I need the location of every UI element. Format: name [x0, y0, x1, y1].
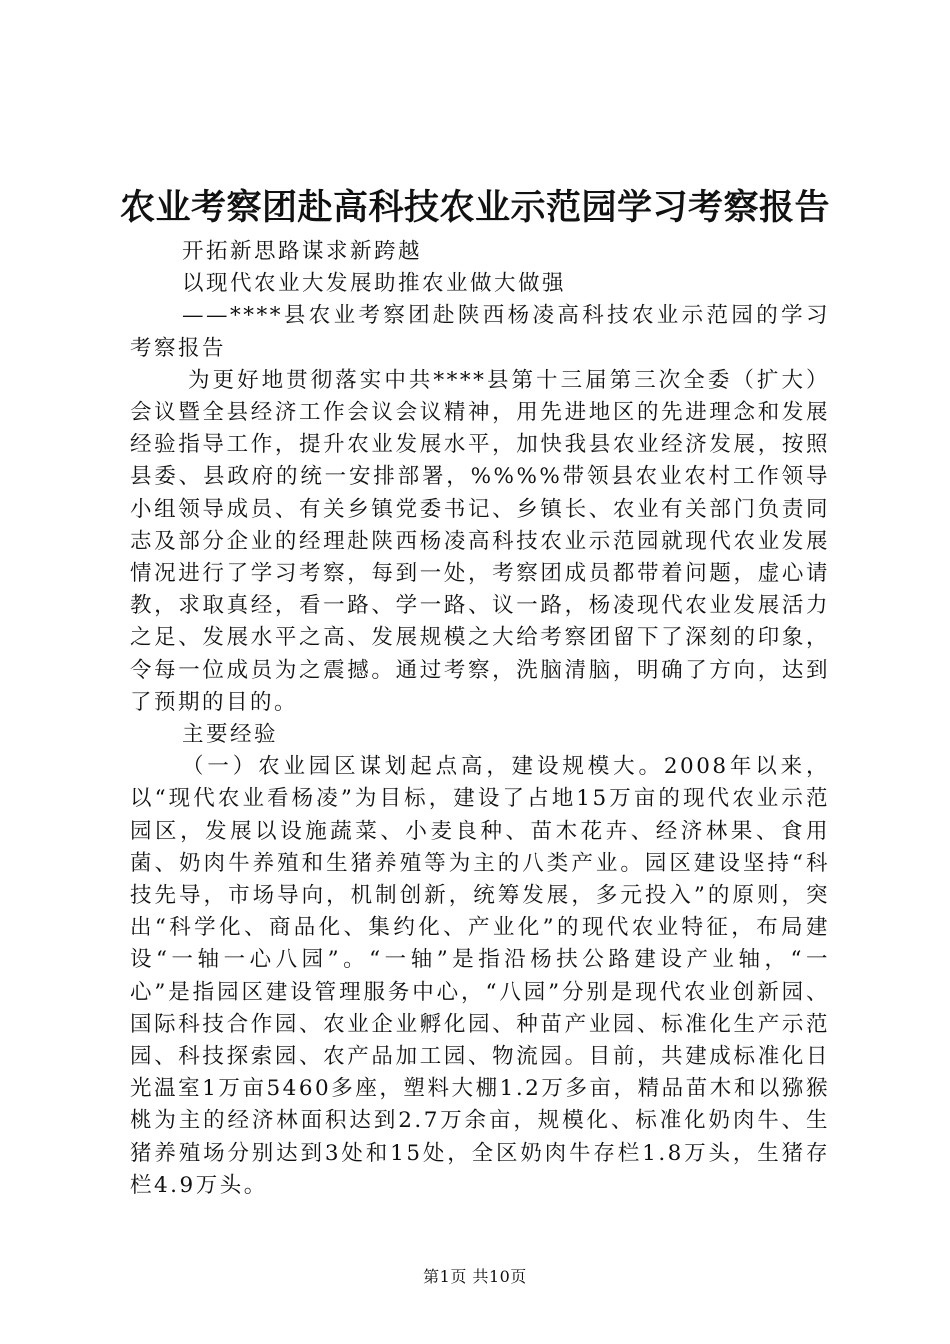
subtitle-line-1: 开拓新思路谋求新跨越 [182, 239, 423, 264]
intro-paragraph: 为更好地贯彻落实中共****县第十三届第三次全委（扩大）会议暨全县经济工作会议会议精神，用先进地区的先进理念和发展经验指导工作，提升农业发展水平，加快我县农业经济发展，按照县委、县政府的统一安排部署，%%%%带领县农业农村工作领导小组领导成员、有关乡镇党委书记、乡镇长、农业有关部门负责同志及部分企业的经理赴陕西杨凌高科技农业示范园就现代农业发展情况进行了学习考察，每到一处，考察团成员都带着问题，虚心请教，求取真经，看一路、学一路、议一路，杨凌现代农业发展活力之足、发展水平之高、发展规模之大给考察团留下了深刻的印象，令每一位成员为之震撼。通过考察，洗脑清脑，明确了方向，达到了预期的目的。 [130, 367, 830, 715]
document-body [130, 236, 830, 1202]
experience-paragraph-1: （一）农业园区谋划起点高，建设规模大。2008年以来，以“现代农业看杨凌”为目标，建设了占地15万亩的现代农业示范园区，发展以设施蔬菜、小麦良种、苗木花卉、经济林果、食用菌、奶肉牛养殖和生猪养殖等为主的八类产业。园区建设坚持“科技先导，市场导向，机制创新，统筹发展，多元投入”的原则，突出“科学化、商品化、集约化、产业化”的现代农业特征，布局建设“一轴一心八园”。“一轴”是指沿杨扶公路建设产业轴，“一心”是指园区建设管理服务中心，“八园”分别是现代农业创新园、国际科技合作园、农业企业孵化园、种苗产业园、标准化生产示范园、科技探索园、农产品加工园、物流园。目前，共建成标准化日光温室1万亩5460多座，塑料大棚1.2万多亩，精品苗木和以猕猴桃为主的经济林面积达到2.7万余亩，规模化、标准化奶肉牛、生猪养殖场分别达到3处和15处，全区奶肉牛存栏1.8万头，生猪存栏4.9万头。 [130, 754, 830, 1198]
document-title: 农业考察团赴高科技农业示范园学习考察报告 [119, 187, 830, 228]
section-heading: 主要经验 [182, 722, 279, 748]
subtitle-line-2: 以现代农业大发展助推农业做大做强 [182, 271, 567, 297]
page-number-footer: 第1页 共10页 [423, 1267, 527, 1286]
subtitle-line-3: ——****县农业考察团赴陕西杨凌高科技农业示范园的学习考察报告 [130, 303, 830, 361]
